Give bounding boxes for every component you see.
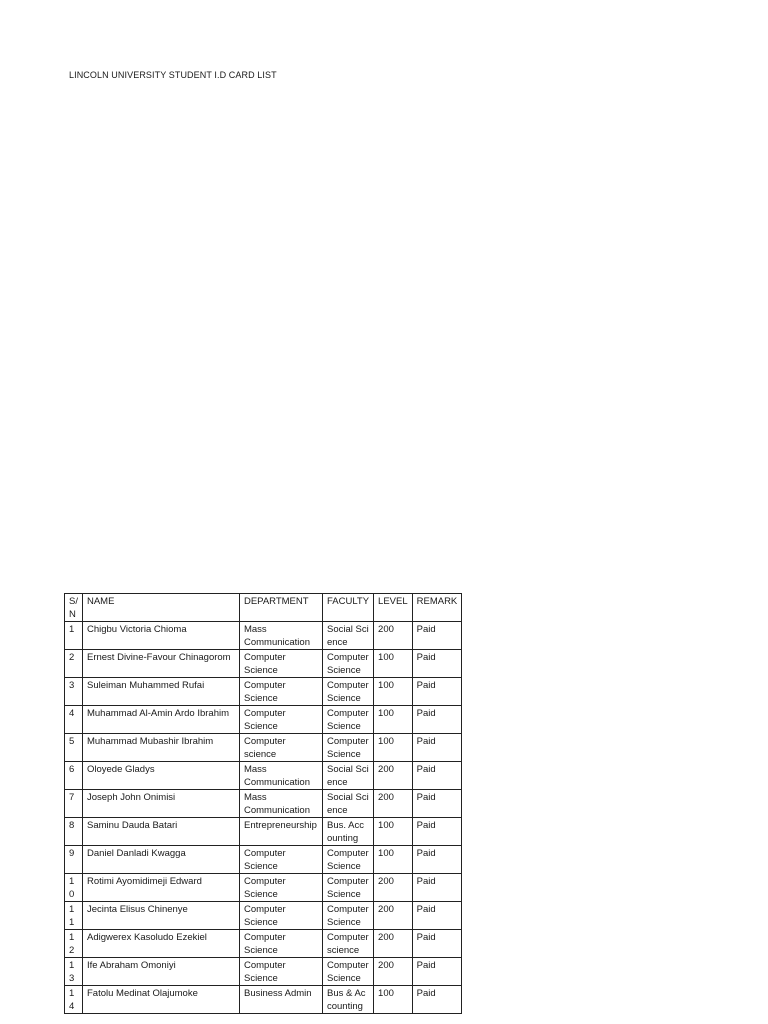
cell-faculty: Social Science: [322, 790, 373, 818]
cell-department: Computer Science: [239, 846, 322, 874]
cell-remark: Paid: [412, 650, 462, 678]
cell-department: Computer Science: [239, 706, 322, 734]
cell-remark: Paid: [412, 678, 462, 706]
cell-sn: 5: [65, 734, 83, 762]
table-row: [65, 818, 462, 846]
student-id-table: [64, 593, 462, 1014]
cell-remark: Paid: [412, 930, 462, 958]
cell-faculty: Social Science: [322, 762, 373, 790]
cell-department: Computer science: [239, 734, 322, 762]
cell-name: Jecinta Elisus Chinenye: [82, 902, 239, 930]
cell-name: Muhammad Al-Amin Ardo Ibrahim: [82, 706, 239, 734]
cell-level: 100: [374, 986, 413, 1014]
cell-level: 200: [374, 902, 413, 930]
cell-remark: Paid: [412, 846, 462, 874]
cell-sn: 3: [65, 678, 83, 706]
cell-faculty: Computer science: [322, 930, 373, 958]
cell-remark: Paid: [412, 986, 462, 1014]
cell-remark: Paid: [412, 874, 462, 902]
table-row: [65, 986, 462, 1014]
table-row: [65, 846, 462, 874]
document-title: LINCOLN UNIVERSITY STUDENT I.D CARD LIST: [69, 70, 277, 80]
cell-name: Oloyede Gladys: [82, 762, 239, 790]
cell-sn: 10: [65, 874, 83, 902]
cell-department: Mass Communication: [239, 790, 322, 818]
table-row: [65, 762, 462, 790]
cell-sn: 11: [65, 902, 83, 930]
table-row: [65, 678, 462, 706]
table-row: [65, 734, 462, 762]
table-row: [65, 874, 462, 902]
cell-level: 200: [374, 930, 413, 958]
table-row: [65, 902, 462, 930]
table-row: [65, 930, 462, 958]
cell-level: 200: [374, 622, 413, 650]
header-sn: S/N: [65, 594, 83, 622]
cell-name: Ernest Divine-Favour Chinagorom: [82, 650, 239, 678]
cell-department: Computer Science: [239, 930, 322, 958]
header-name: NAME: [82, 594, 239, 622]
header-remark: REMARK: [412, 594, 462, 622]
cell-faculty: Computer Science: [322, 846, 373, 874]
cell-remark: Paid: [412, 958, 462, 986]
header-level: LEVEL: [374, 594, 413, 622]
cell-sn: 7: [65, 790, 83, 818]
header-department: DEPARTMENT: [239, 594, 322, 622]
cell-remark: Paid: [412, 818, 462, 846]
cell-remark: Paid: [412, 902, 462, 930]
cell-faculty: Computer Science: [322, 678, 373, 706]
cell-remark: Paid: [412, 622, 462, 650]
cell-level: 200: [374, 958, 413, 986]
cell-remark: Paid: [412, 790, 462, 818]
cell-level: 100: [374, 846, 413, 874]
cell-sn: 9: [65, 846, 83, 874]
cell-department: Mass Communication: [239, 762, 322, 790]
cell-name: Joseph John Onimisi: [82, 790, 239, 818]
cell-remark: Paid: [412, 762, 462, 790]
cell-department: Computer Science: [239, 874, 322, 902]
cell-sn: 14: [65, 986, 83, 1014]
cell-faculty: Computer Science: [322, 874, 373, 902]
cell-department: Computer Science: [239, 650, 322, 678]
cell-level: 100: [374, 678, 413, 706]
cell-name: Saminu Dauda Batari: [82, 818, 239, 846]
cell-level: 200: [374, 790, 413, 818]
cell-sn: 1: [65, 622, 83, 650]
cell-level: 100: [374, 734, 413, 762]
cell-department: Computer Science: [239, 958, 322, 986]
cell-sn: 12: [65, 930, 83, 958]
cell-sn: 13: [65, 958, 83, 986]
cell-sn: 8: [65, 818, 83, 846]
cell-faculty: Bus & Accounting: [322, 986, 373, 1014]
cell-name: Ife Abraham Omoniyi: [82, 958, 239, 986]
cell-department: Business Admin: [239, 986, 322, 1014]
cell-name: Rotimi Ayomidimeji Edward: [82, 874, 239, 902]
cell-faculty: Computer Science: [322, 650, 373, 678]
cell-name: Fatolu Medinat Olajumoke: [82, 986, 239, 1014]
cell-name: Chigbu Victoria Chioma: [82, 622, 239, 650]
cell-sn: 2: [65, 650, 83, 678]
cell-remark: Paid: [412, 734, 462, 762]
table-row: [65, 790, 462, 818]
cell-level: 100: [374, 706, 413, 734]
cell-level: 100: [374, 818, 413, 846]
cell-level: 200: [374, 874, 413, 902]
cell-faculty: Computer Science: [322, 706, 373, 734]
cell-department: Mass Communication: [239, 622, 322, 650]
cell-department: Computer Science: [239, 678, 322, 706]
cell-name: Adigwerex Kasoludo Ezekiel: [82, 930, 239, 958]
cell-faculty: Computer Science: [322, 734, 373, 762]
table-header-row: [65, 594, 462, 622]
cell-department: Entrepreneurship: [239, 818, 322, 846]
cell-faculty: Bus. Accounting: [322, 818, 373, 846]
cell-faculty: Computer Science: [322, 902, 373, 930]
cell-faculty: Social Science: [322, 622, 373, 650]
table-row: [65, 650, 462, 678]
cell-remark: Paid: [412, 706, 462, 734]
cell-sn: 4: [65, 706, 83, 734]
cell-faculty: Computer Science: [322, 958, 373, 986]
table-row: [65, 622, 462, 650]
cell-level: 200: [374, 762, 413, 790]
table-body: [65, 622, 462, 1014]
cell-name: Daniel Danladi Kwagga: [82, 846, 239, 874]
table-row: [65, 958, 462, 986]
cell-sn: 6: [65, 762, 83, 790]
cell-name: Muhammad Mubashir Ibrahim: [82, 734, 239, 762]
cell-level: 100: [374, 650, 413, 678]
table-row: [65, 706, 462, 734]
cell-name: Suleiman Muhammed Rufai: [82, 678, 239, 706]
header-faculty: FACULTY: [322, 594, 373, 622]
cell-department: Computer Science: [239, 902, 322, 930]
